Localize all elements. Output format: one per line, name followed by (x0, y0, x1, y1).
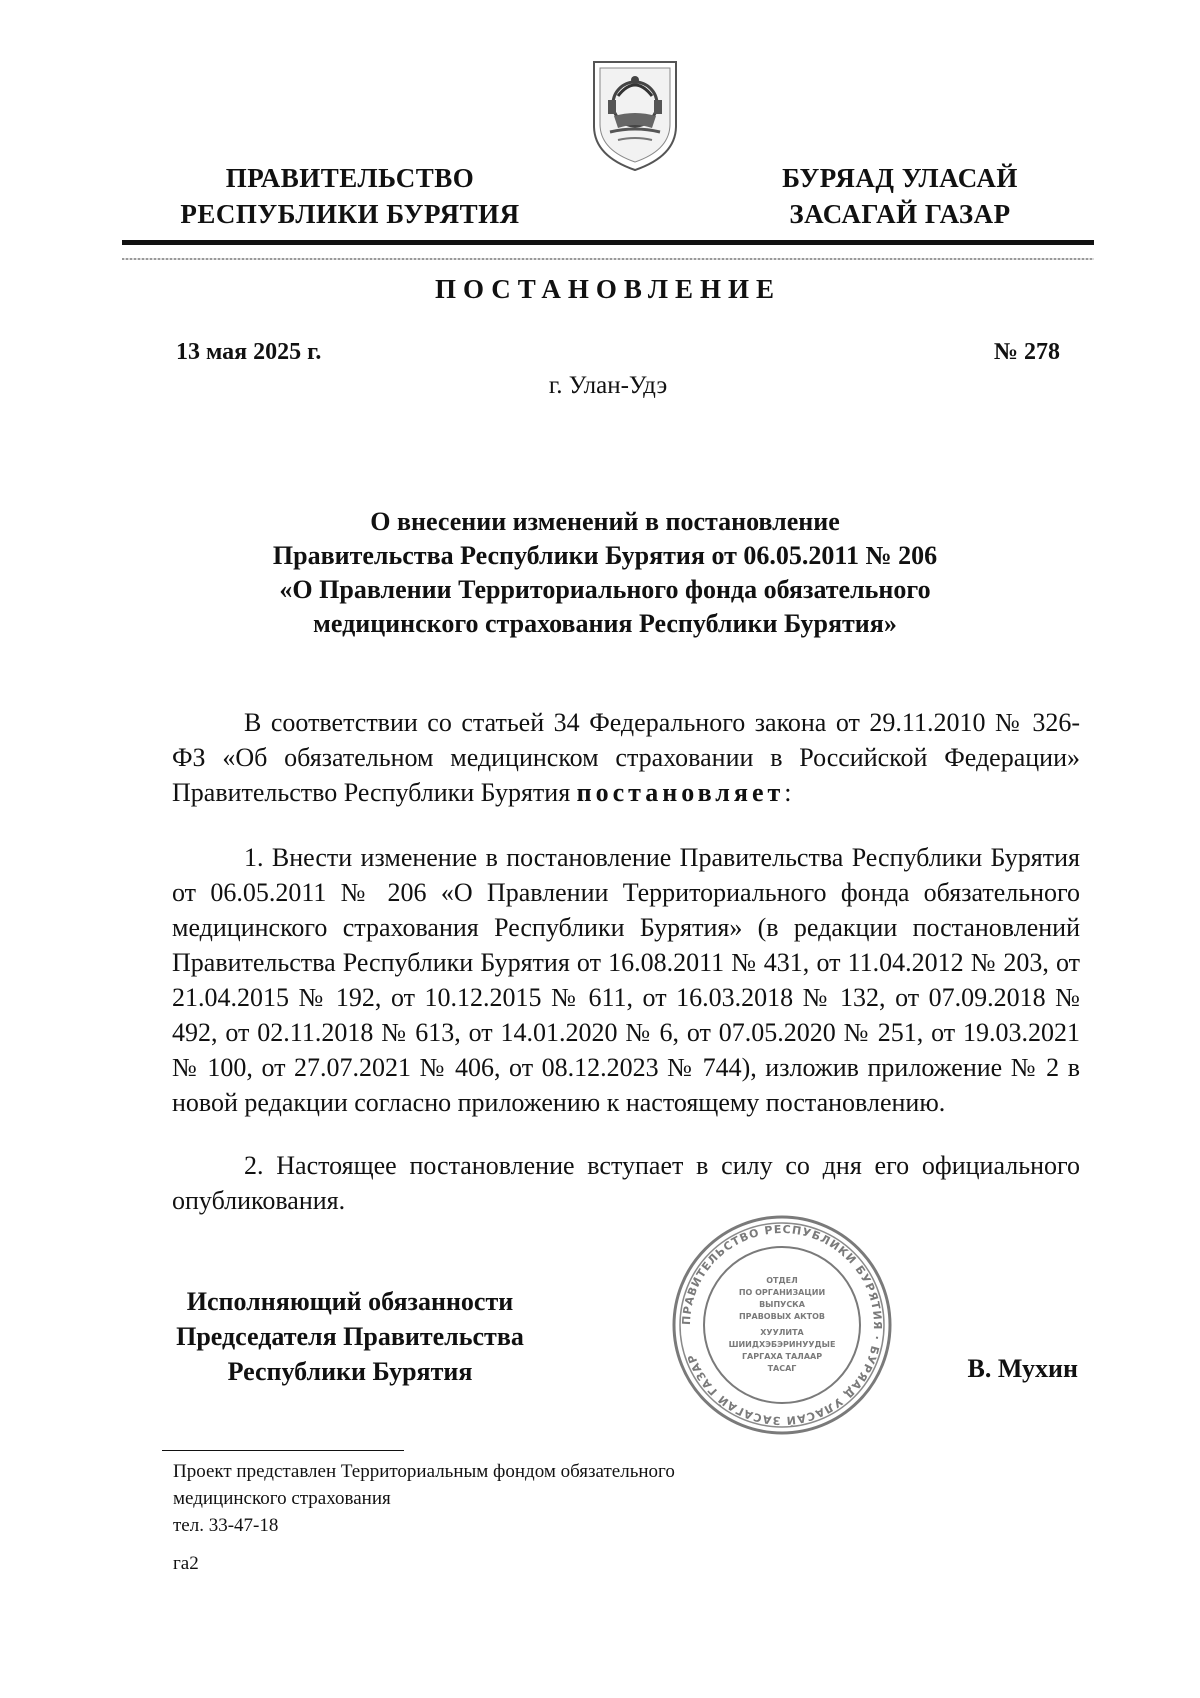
title-line3: «О Правлении Территориального фонда обязательного (279, 575, 931, 604)
header-left-line1: ПРАВИТЕЛЬСТВО (225, 163, 475, 193)
document-city: г. Улан-Удэ (548, 372, 668, 399)
signatory-title-line3: Республики Бурятия (227, 1357, 473, 1386)
stamp-outer-text: ПРАВИТЕЛЬСТВО РЕСПУБЛИКИ БУРЯТИЯ · БУРЯАД УЛАСАЙ ЗАСАГАЙ ГАЗАР (679, 1222, 885, 1428)
item-2-paragraph (172, 1148, 1080, 1218)
header-right-line2: ЗАСАГАЙ ГАЗАР (789, 199, 1011, 229)
document-date: 13 мая 2025 г. (176, 339, 322, 365)
header-right-line1: БУРЯАД УЛАСАЙ (782, 163, 1018, 193)
footnote-line2: медицинского страхования (173, 1488, 391, 1509)
stamp-line-1: ОТДЕЛ (766, 1276, 798, 1285)
preamble-text: В соответствии со статьей 34 Федерального закона от 29.11.2010 № 326-ФЗ «Об обязательном медицинском страховании в Российской Федерации» Правительство Республики Бурятия (172, 708, 1080, 807)
document-number: № 278 (993, 339, 1060, 365)
document-title (170, 505, 1040, 641)
stamp-line-7: ГАРГАХА ТАЛААР (741, 1352, 823, 1361)
file-code: га2 (173, 1553, 199, 1574)
footnote-line1: Проект представлен Территориальным фондом обязательного (173, 1461, 675, 1482)
stamp-line-8: ТАСАГ (767, 1364, 797, 1373)
stamp-line-5: ХУУЛИТА (760, 1328, 804, 1337)
svg-text:ПРАВИТЕЛЬСТВО РЕСПУБЛИКИ БУРЯТ (680, 1223, 884, 1427)
header-left-line2: РЕСПУБЛИКИ БУРЯТИЯ (180, 199, 520, 229)
signatory-title (150, 1284, 550, 1389)
title-line1: О внесении изменений в постановление (370, 507, 840, 536)
stamp-line-4: ПРАВОВЫХ АКТОВ (738, 1312, 826, 1321)
official-stamp (670, 1213, 894, 1437)
title-line2: Правительства Республики Бурятия от 06.05.2011 № 206 (272, 541, 938, 570)
stamp-line-6: ШИИДХЭБЭРИНУУДЫЕ (728, 1340, 836, 1349)
title-line4: медицинского страхования Республики Бурятия» (313, 609, 897, 638)
stamp-line-2: ПО ОРГАНИЗАЦИИ (738, 1288, 826, 1297)
item-1-text: 1. Внести изменение в постановление Правительства Республики Бурятия от 06.05.2011 № 206 «О Правлении Территориального фонда обязательного медицинского страхования Республики Бурятия» (в редакции постановлений Правительства Республики Бурятия от 16.08.2011 № 431, от 11.04.2012 № 203, от 21.04.2015 № 192, от 10.12.2015 № 611, от 16.03.2018 № 132, от 07.09.2018 № 492, от 02.11.2018 № 613, от 14.01.2020 № 6, от 07.05.2020 № 251, от 19.03.2021 № 100, от 27.07.2021 № 406, от 08.12.2023 № 744), изложив приложение № 2 в новой редакции согласно приложению к настоящему постановлению. (172, 843, 1080, 1117)
coat-of-arms-emblem (588, 56, 682, 174)
footnote-line3: тел. 33-47-18 (173, 1515, 279, 1536)
signatory-title-line1: Исполняющий обязанности (186, 1287, 514, 1316)
footnote-rule (162, 1450, 404, 1451)
item-2-text: 2. Настоящее постановление вступает в силу со дня его официального опубликования. (172, 1151, 1080, 1215)
government-header-ru (160, 160, 540, 232)
government-header-bua (750, 160, 1050, 232)
item-1-paragraph (172, 840, 1080, 1120)
signatory-title-line2: Председателя Правительства (176, 1322, 524, 1351)
stamp-line-3: ВЫПУСКА (759, 1300, 805, 1309)
header-divider-thick (122, 240, 1094, 245)
preamble-keyword: постановляет (576, 778, 785, 807)
signatory-name: В. Мухин (967, 1354, 1078, 1383)
document-type: ПОСТАНОВЛЕНИЕ (434, 274, 782, 304)
footnote (173, 1458, 675, 1539)
preamble-paragraph (172, 705, 1080, 810)
header-divider-thin (122, 258, 1094, 260)
preamble-end: : (784, 778, 792, 807)
